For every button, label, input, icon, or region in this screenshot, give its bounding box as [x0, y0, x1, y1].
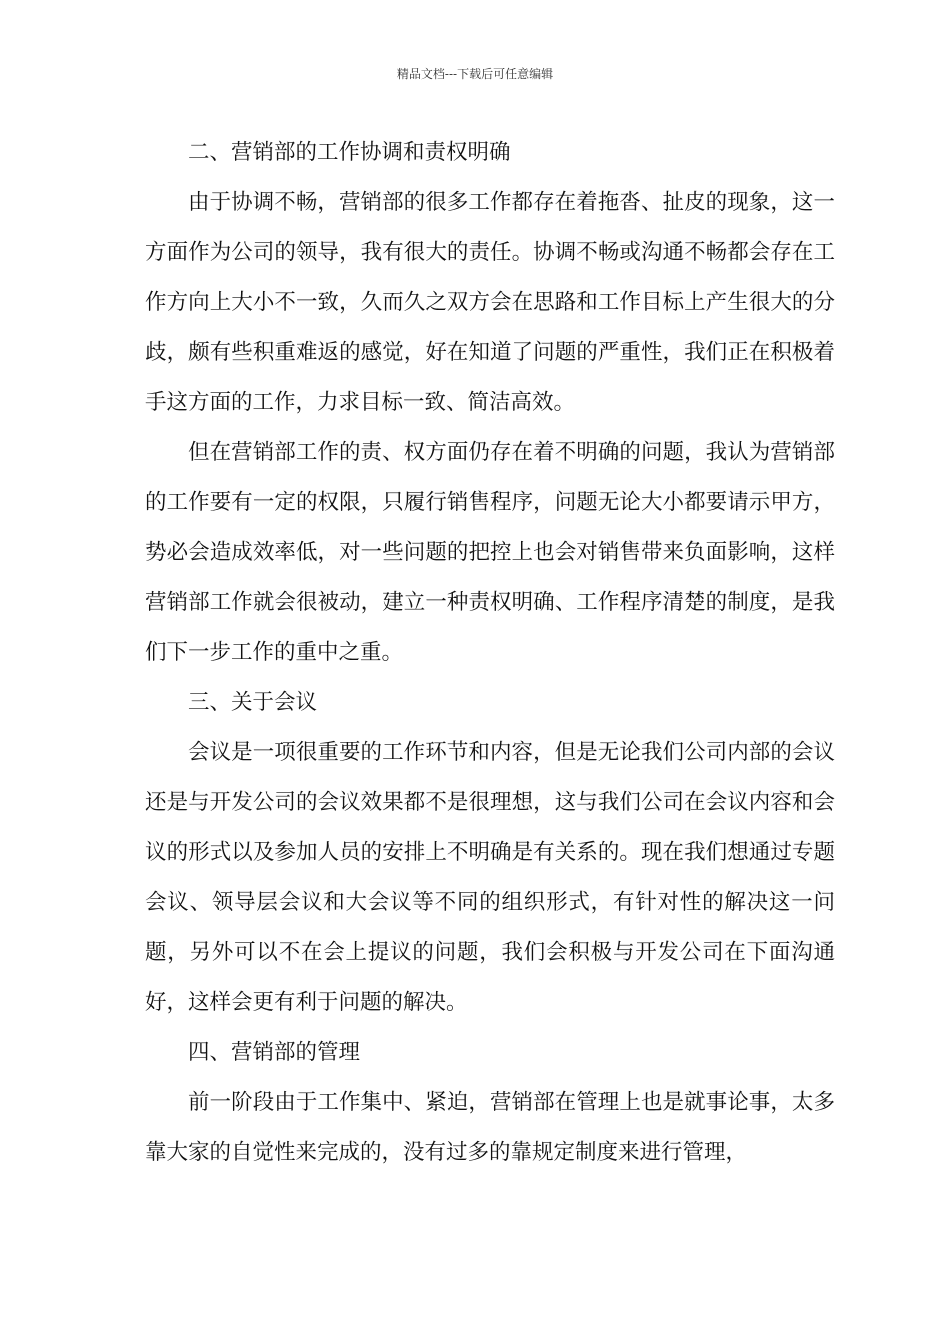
section-3-paragraph-1: 会议是一项很重要的工作环节和内容，但是无论我们公司内部的会议还是与开发公司的会议效果都不是很理想，这与我们公司在会议内容和会议的形式以及参加人员的安排上不明确是有关系的。现在我们想通过专题会议、领导层会议和大会议等不同的组织形式，有针对性的解决这一问题，另外可以不在会上提议的问题，我们会积极与开发公司在下面沟通好，这样会更有利于问题的解决。 — [145, 740, 835, 1015]
section-heading-3: 三、关于会议 — [188, 690, 318, 715]
section-2-paragraph-2: 但在营销部工作的责、权方面仍存在着不明确的问题，我认为营销部的工作要有一定的权限，只履行销售程序，问题无论大小都要请示甲方，势必会造成效率低，对一些问题的把控上也会对销售带来负面影响，这样营销部工作就会很被动，建立一种责权明确、工作程序清楚的制度，是我们下一步工作的重中之重。 — [145, 440, 835, 665]
section-heading-2: 二、营销部的工作协调和责权明确 — [188, 140, 511, 165]
section-4-paragraph-1: 前一阶段由于工作集中、紧迫，营销部在管理上也是就事论事，太多靠大家的自觉性来完成的，没有过多的靠规定制度来进行管理， — [145, 1090, 835, 1165]
section-2-paragraph-1: 由于协调不畅，营销部的很多工作都存在着拖沓、扯皮的现象，这一方面作为公司的领导，我有很大的责任。协调不畅或沟通不畅都会存在工作方向上大小不一致，久而久之双方会在思路和工作目标上产生很大的分歧，颇有些积重难返的感觉，好在知道了问题的严重性，我们正在积极着手这方面的工作，力求目标一致、简洁高效。 — [145, 190, 835, 415]
document-body — [145, 128, 835, 1178]
section-heading-4: 四、营销部的管理 — [188, 1040, 361, 1065]
page-header: 精品文档---下载后可任意编辑 — [396, 67, 554, 81]
